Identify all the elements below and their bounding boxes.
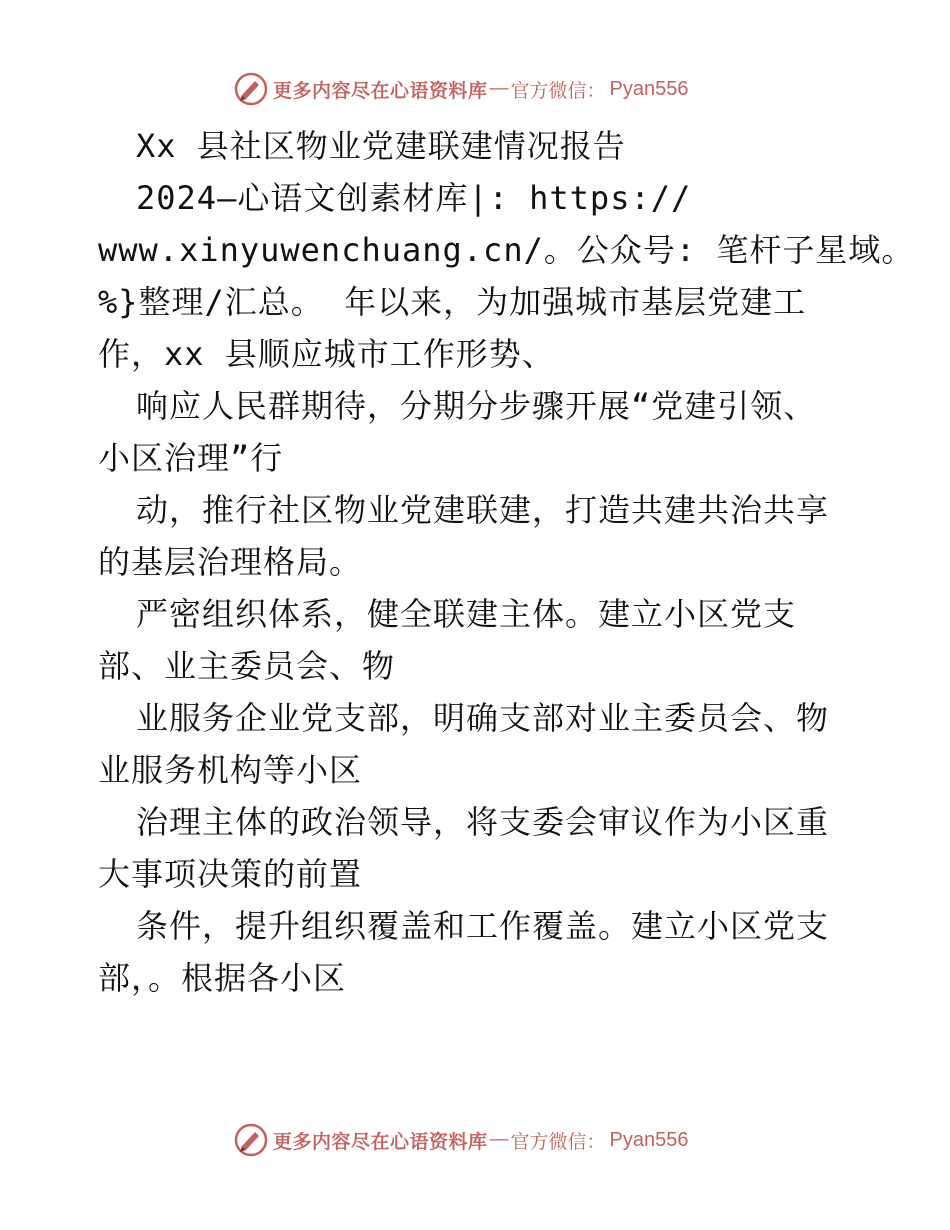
watermark-banner-top bbox=[233, 71, 689, 107]
document-title: Xx 县社区物业党建联建情况报告 bbox=[136, 127, 626, 165]
pen-logo-icon bbox=[233, 1122, 269, 1158]
wechat-label: 官方微信： bbox=[510, 1130, 606, 1153]
text-line: 业服务机构等小区 bbox=[98, 751, 363, 789]
text-line: 治理主体的政治领导，将支委会审议作为小区重 bbox=[136, 803, 830, 841]
promo-text: 更多内容尽在心语资料库 bbox=[273, 1130, 488, 1153]
text-line: 严密组织体系，健全联建主体。建立小区党支 bbox=[136, 595, 797, 633]
text-line: 大事项决策的前置 bbox=[98, 855, 363, 893]
text-line: 业服务企业党支部，明确支部对业主委员会、物 bbox=[136, 699, 830, 737]
text-line: 部、业主委员会、物 bbox=[98, 647, 396, 685]
text-line: 2024—心语文创素材库|: https:// bbox=[136, 179, 692, 217]
watermark-banner-bottom bbox=[233, 1122, 689, 1158]
text-line: 动，推行社区物业党建联建，打造共建共治共享 bbox=[136, 491, 830, 529]
document-body bbox=[98, 120, 915, 1004]
text-line: 响应人民群期待，分期分步骤开展“党建引领、 bbox=[136, 387, 817, 425]
wechat-id: Pyan556 bbox=[609, 77, 689, 100]
text-line: 小区治理”行 bbox=[98, 439, 284, 477]
text-line: 的基层治理格局。 bbox=[98, 543, 363, 581]
separator: — bbox=[489, 78, 509, 99]
pen-logo-icon bbox=[233, 71, 269, 107]
text-line: 条件，提升组织覆盖和工作覆盖。建立小区党支 bbox=[136, 907, 830, 945]
wechat-id: Pyan556 bbox=[609, 1128, 689, 1151]
text-line: 部，。根据各小区 bbox=[98, 959, 347, 997]
text-line: 作，xx 县顺应城市工作形势、 bbox=[98, 335, 555, 373]
promo-text: 更多内容尽在心语资料库 bbox=[273, 79, 488, 102]
separator: — bbox=[489, 1129, 509, 1150]
text-line: %}整理/汇总。 年以来，为加强城市基层党建工 bbox=[98, 283, 807, 321]
wechat-label: 官方微信： bbox=[510, 79, 606, 102]
text-line: www.xinyuwenchuang.cn/。公众号: 笔杆子星域。 bbox=[98, 231, 915, 269]
